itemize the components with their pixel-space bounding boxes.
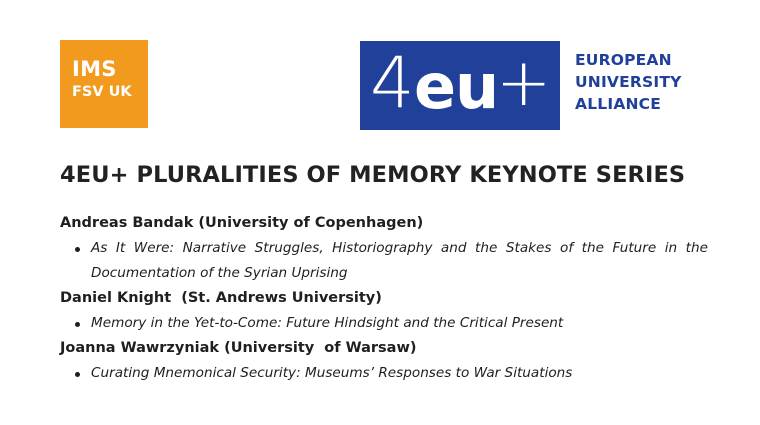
speaker-list xyxy=(60,211,720,386)
bullet-icon xyxy=(75,322,80,327)
4eu-logo-four: 4 xyxy=(370,42,415,124)
talk-title-text: As It Were: Narrative Struggles, Historiography and the Stakes of the Future in the Documentation of the Syrian Uprising xyxy=(91,240,708,281)
alliance-line-1: EUROPEAN xyxy=(575,51,672,69)
speaker-name: Daniel Knight (St. Andrews University) xyxy=(60,290,382,306)
bullet-icon xyxy=(75,247,80,252)
ims-logo-line2: FSV UK xyxy=(72,84,132,100)
speaker-name: Andreas Bandak (University of Copenhagen) xyxy=(60,215,424,231)
talk-title-text: Curating Mnemonical Security: Museums’ Responses to War Situations xyxy=(91,365,573,381)
4eu-logo-plus: + xyxy=(496,44,552,121)
speaker-name: Joanna Wawrzyniak (University of Warsaw) xyxy=(60,340,417,356)
4eu-logo-eu: eu xyxy=(414,50,499,123)
ims-logo-line1: IMS xyxy=(72,57,117,81)
talk-title xyxy=(60,361,720,386)
alliance-line-3: ALLIANCE xyxy=(575,95,662,113)
bullet-icon xyxy=(75,372,80,377)
talk-title xyxy=(60,236,708,286)
talk-title xyxy=(60,311,720,336)
european-university-alliance-label xyxy=(575,49,682,115)
alliance-line-2: UNIVERSITY xyxy=(575,73,682,91)
talk-title-text: Memory in the Yet-to-Come: Future Hindsight and the Critical Present xyxy=(91,315,564,331)
page-title: 4EU+ PLURALITIES OF MEMORY KEYNOTE SERIES xyxy=(60,162,686,188)
ims-fsv-uk-logo xyxy=(60,40,148,128)
4eu-plus-logo xyxy=(360,41,560,130)
